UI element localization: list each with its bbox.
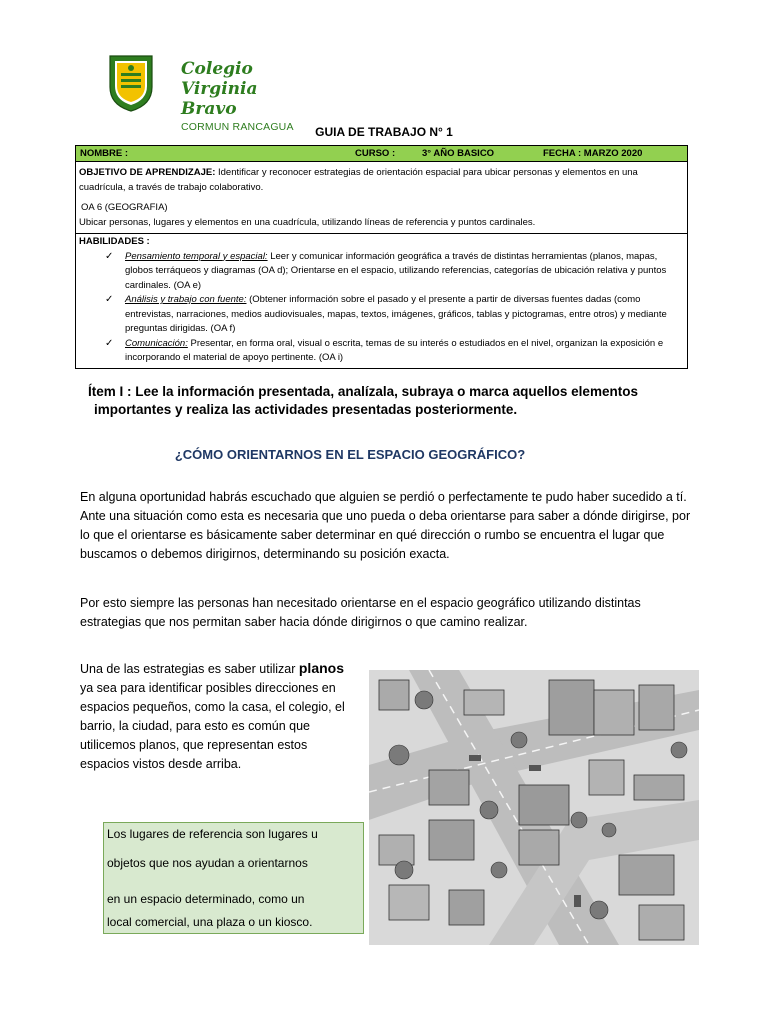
objetivo-text [79, 165, 684, 195]
section-title: ¿CÓMO ORIENTARNOS EN EL ESPACIO GEOGRÁFICO? [174, 447, 526, 462]
checkmark-icon: ✓ [105, 294, 114, 305]
habilidades-row [76, 234, 687, 368]
oa-text: Ubicar personas, lugares y elementos en una cuadrícula, utilizando líneas de referencia y puntos cardinales. [79, 217, 536, 228]
habilidad-title: Pensamiento temporal y espacial: [125, 250, 268, 262]
curso-label: CURSO : [355, 148, 396, 159]
city-aerial-illustration [369, 670, 699, 945]
school-seal-icon [106, 53, 156, 113]
reference-line-3: en un espacio determinado, como un [107, 892, 305, 906]
school-logo [106, 53, 311, 133]
habilidad-title: Análisis y trabajo con fuente: [125, 294, 247, 305]
info-table [75, 145, 688, 369]
item-1-instructions [88, 383, 688, 419]
paragraph-3 [80, 659, 360, 774]
habilidad-text: Leer y comunicar información geográfica a través de distintas herramientas (planos, mapas, globos terráqueos y diagramas (OA d); Orientarse en el espacio, utilizando referencias, categorías de ubicación relativa y puntos cardinales. (OA e) [125, 250, 667, 291]
paragraph-1: En alguna oportunidad habrás escuchado que alguien se perdió o perfectamente te pudo haber sucedido a tí. Ante una situación como esta es necesaria que uno pueda o deba orientarse para saber a dónde dirigirse, por lo que el orientarse es básicamente saber determinar en qué dirección o rumbo se encuentra el lugar que buscamos o debemos dirigirnos, determinando su posición exacta. [80, 490, 691, 561]
paragraph-3-end: ya sea para identificar posibles direcciones en espacios pequeños, como la casa, el colegio, el barrio, la ciudad, para esto es común que utilicemos planos, que representan estos espacios vistos desde arriba. [80, 681, 345, 771]
habilidad-title: Comunicación: [125, 337, 188, 349]
curso-value: 3° AÑO BASICO [422, 148, 495, 159]
habilidad-text: Presentar, en forma oral, visual o escrita, temas de su interés o estudiados en el nivel, organizan la exposición e incorporando el material de apoyo pertinente. (OA i) [125, 337, 664, 363]
nombre-label: NOMBRE : [80, 148, 129, 159]
logo-text [181, 59, 311, 133]
checkmark-icon: ✓ [105, 250, 114, 262]
paragraph-2: Por esto siempre las personas han necesitado orientarse en el espacio geográfico utilizando distintas estrategias que nos permitan saber hacia dónde dirigirnos o que camino realizar. [80, 596, 641, 629]
habilidad-item [79, 293, 684, 337]
paragraph-3-start: Una de las estrategias es saber utilizar [80, 662, 299, 676]
checkmark-icon: ✓ [105, 337, 114, 349]
planos-keyword: planos [298, 660, 344, 676]
logo-line-2: Virginia Bravo [181, 79, 258, 119]
logo-line-3: CORMUN RANCAGUA [181, 121, 294, 133]
objetivo-body: Identificar y reconocer estrategias de orientación espacial para ubicar personas y elementos en una cuadrícula, a través de trabajo colaborativo. [79, 167, 638, 193]
header-row [76, 146, 687, 162]
reference-line-1: Los lugares de referencia son lugares u [107, 827, 318, 841]
objetivo-row [76, 162, 687, 234]
habilidades-label: HABILIDADES : [79, 236, 150, 247]
objetivo-label: OBJETIVO DE APRENDIZAJE: [79, 167, 216, 178]
habilidad-text: (Obtener información sobre el pasado y el presente a partir de diversas fuentes dadas (como entrevistas, narraciones, medios audiovisuales, mapas, textos, imágenes, gráficos, tablas y pictogramas, entre otros) y mediante preguntas dirigidas. (OA f) [125, 294, 667, 334]
reference-line-2: objetos que nos ayudan a orientarnos [107, 856, 308, 870]
item-1-line-2: importantes y realiza las actividades presentadas posteriormente. [94, 402, 518, 417]
reference-line-4: local comercial, una plaza o un kiosco. [107, 915, 313, 929]
logo-line-1: Colegio [181, 59, 253, 79]
fecha-label: FECHA : MARZO 2020 [543, 148, 643, 159]
habilidad-item [79, 250, 684, 294]
oa-code: OA 6 (GEOGRAFIA) [81, 202, 168, 213]
item-1-line-1: Ítem I : Lee la información presentada, analízala, subraya o marca aquellos elementos [88, 384, 638, 399]
document-title: GUIA DE TRABAJO N° 1 [315, 125, 453, 139]
habilidad-item [79, 337, 684, 366]
reference-box [103, 822, 364, 934]
